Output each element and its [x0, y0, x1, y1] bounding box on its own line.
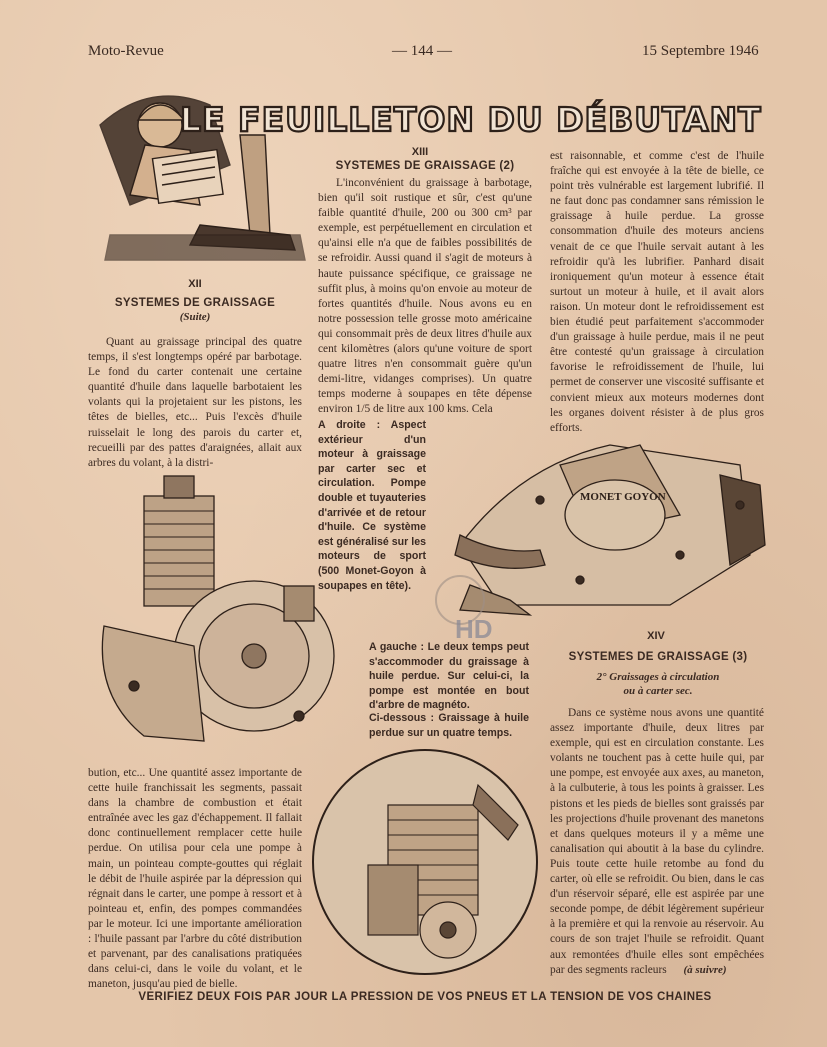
watermark-logo: [425, 560, 515, 650]
section-13-title: SYSTEMES DE GRAISSAGE (2): [335, 160, 515, 172]
section-12-paragraph-2: bution, etc... Une quantité assez importante de cette huile franchissait les segments, passait dans la chambre de combustion et était entraînée avec les gaz d'échappement. Il fallait donc continuellement remplacer cette huile perdue. On utilisa pour cela une pompe à main, un pointeau compte-gouttes qui réglait le débit de l'huile aspirée par la dépression qui régnait dans le carter, une pompe à ressort et à pointeau et, enfin, des pompes commandées par le moteur. Ici une importante amélioration : l'huile passant par l'arbre du côté distribution et parvenant, par des canalisations pratiquées dans celui-ci, dans le voile du volant, et le maneton, jusqu'au pied de bielle.: [88, 767, 302, 991]
caption-right: A droite : Aspect extérieur d'un moteur à graissage par carter sec et circulation. Pompe double et tuyauteries d'arrivée et de retour d'huile. Ce système est généralisé sur les moteurs de sport (500 Monet-Goyon à soupapes en tête).: [318, 419, 426, 592]
section-14-subtitle-1: 2° Graissages à circulation: [596, 671, 720, 683]
section-13-paragraph-1: L'inconvénient du graissage à barbotage, bien qu'il soit rustique et sûr, c'est qu'une faible quantité d'huile, 200 ou 300 cm³ par exemple, est perpétuellement en circulation et qu'ainsi elle n'a que de faibles possibilités de se refroidir. Aussi quand il s'agit de moteurs à haute puissance spécifique, ce graissage ne suffit plus, à moins qu'on envoie au moteur de fortes quantités d'huile. Nous avons eu en notre possession telle grosse moto américaine qui consommait près de deux litres d'huile aux cent kilomètres (alors qu'une voiture de sport quatre litres n'en consommait guère qu'un demi-litre, vidanges comprises). Un quatre temps moderne à soupapes en tête dépense environ 1/5 de litre aux 100 kms. Cela: [318, 177, 532, 416]
magazine-name: Moto-Revue: [88, 43, 164, 59]
section-12-text-b: [88, 766, 302, 992]
page-number: — 144 —: [392, 43, 452, 59]
issue-date: 15 Septembre 1946: [642, 43, 759, 59]
section-12-subtitle: (Suite): [179, 311, 211, 323]
section-13-text-b: [550, 149, 764, 436]
section-14-number: XIV: [647, 630, 665, 642]
section-14-paragraph: Dans ce système nous avons une quantité assez importante d'huile, deux litres par exemple, qui est en circulation constante. Les volants ne touchent pas à cette huile qui, par une pompe, est envoyée aux axes, au maneton, à la culbuterie, à tous les points à graisser. Les pistons et les pieds de bielles sont graissés par les projections d'huile provenant des manetons et dans quelques moteurs il y a même une canalisation qui aboutit à la base du cylindre. Puis toute cette huile retombe au fond du carter, où elle se refroidit. Ou bien, dans le cas d'un réservoir séparé, elle est aspirée par une seconde pompe, de débit légèrement supérieur à la première et qui la renvoie au réservoir. Au cours de son trajet l'huile se refroidit. Quant aux remontées d'huile elles sont empêchées par des segments racleurs: [550, 707, 764, 976]
section-12-number: XII: [188, 278, 202, 290]
caption-left: A gauche : Le deux temps peut s'accommoder du graissage à huile perdue. Sur celui-ci, la pompe est montée en bout d'arbre de magnéto.: [369, 641, 529, 712]
section-12-title: SYSTEMES DE GRAISSAGE: [114, 297, 276, 309]
section-12-text-a: [88, 335, 302, 471]
engine-label: MONET GOYON: [580, 491, 666, 503]
feuilleton-banner: [180, 95, 762, 141]
section-14-subtitle-2: ou à carter sec.: [623, 685, 693, 697]
section-12-paragraph-1: Quant au graissage principal des quatre temps, il s'est longtemps opéré par barbotage. Le fond du carter contenait une certaine quantité d'huile dans laquelle barbotaient les volants qui la projetaient sur les pistons, les têtes de bielles, etc... Puis l'excès d'huile ruisselait le long des parois du carter et, recueilli par des pattes d'araignées, allait aux arbres du volant, à la distri-: [88, 336, 302, 469]
four-stroke-engine-illustration: [308, 745, 543, 980]
watermark-text: HD: [455, 614, 493, 644]
two-stroke-engine-illustration: [84, 466, 344, 756]
section-13-paragraph-2: est raisonnable, et comme c'est de l'huile fraîche qui est envoyée à la tête de bielle, ce point très vulnérable est largement lubrifié. Il ne faut donc pas condamner sans rémission le graissage à huile perdue. La grosse consommation d'huile des moteurs anciens venait de ce que l'huile servait autant à les refroidir qu'à les lubrifier. Panhard disait ironiquement qu'un moteur à essence était surtout un moteur à huile, et il avait alors raison. Un moteur dont le refroidissement est bien étudié peut parfaitement s'accommoder d'un graissage à huile perdue, mais il ne peut être contesté qu'un graissage à circulation favorise le refroidissement de l'huile, lui permet de conserver une viscosité suffisante et convient mieux aux moteurs modernes dont les organes doivent résister à de plus gros efforts.: [550, 150, 764, 434]
section-14-title: SYSTEMES DE GRAISSAGE (3): [568, 651, 748, 663]
footer-slogan: VERIFIEZ DEUX FOIS PAR JOUR LA PRESSION DE VOS PNEUS ET LA TENSION DE VOS CHAINES: [138, 991, 712, 1003]
section-13-number: XIII: [411, 146, 429, 158]
banner-title: LE FEUILLETON DU DÉBUTANT: [180, 100, 762, 139]
to-follow: (à suivre): [683, 964, 727, 976]
section-13-text-a: [318, 176, 532, 418]
section-14-text: [550, 706, 764, 978]
caption-below: Ci-dessous : Graissage à huile perdue sur un quatre temps.: [369, 712, 529, 739]
